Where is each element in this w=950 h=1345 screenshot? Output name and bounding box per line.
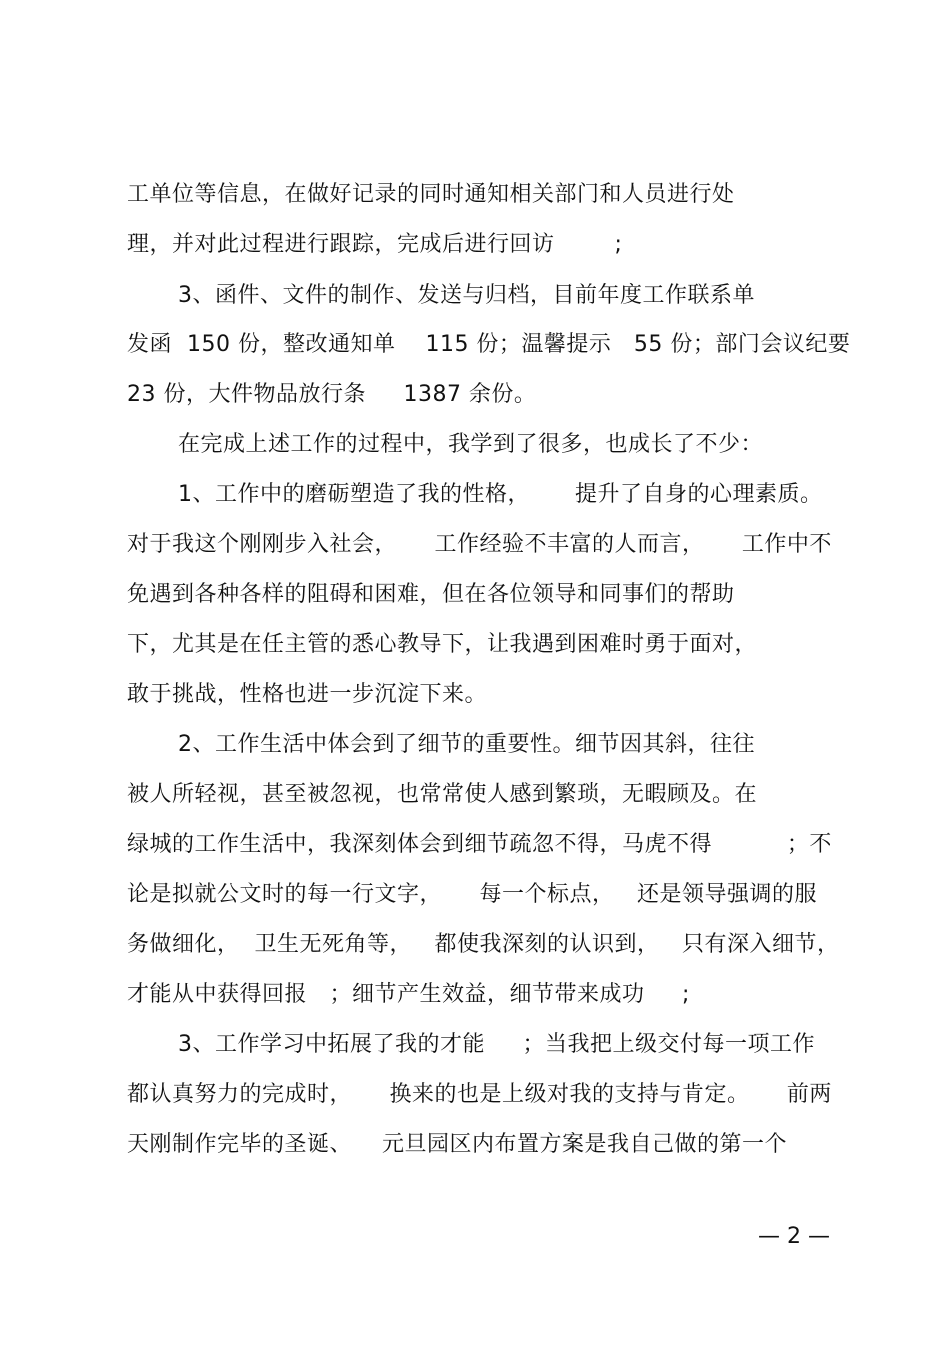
text-line: 1、工作中的磨砺塑造了我的性格， 提升了自身的心理素质。 <box>178 482 823 507</box>
text-line: 敢于挑战，性格也进一步沉淀下来。 <box>127 682 488 707</box>
text-line: 务做细化， 卫生无死角等， 都使我深刻的认识到， 只有深入细节， <box>127 932 840 957</box>
text-line: 3、函件、文件的制作、发送与归档，目前年度工作联系单 <box>178 283 755 308</box>
text-line: 都认真努力的完成时， 换来的也是上级对我的支持与肯定。 前两 <box>127 1082 832 1107</box>
text-line: 论是拟就公文时的每一行文字， 每一个标点， 还是领导强调的服 <box>127 882 817 907</box>
text-line: 被人所轻视，甚至被忽视，也常常使人感到繁琐，无暇顾及。在 <box>127 782 758 807</box>
text-line: 才能从中获得回报 ；细节产生效益，细节带来成功 ; <box>127 982 690 1007</box>
text-line: 免遇到各种各样的阻碍和困难，但在各位领导和同事们的帮助 <box>127 582 735 607</box>
text-line: 发函 150 份，整改通知单 115 份；温馨提示 55 份；部门会议纪要 <box>127 332 851 357</box>
text-line: 23 份，大件物品放行条 1387 余份。 <box>127 382 537 407</box>
text-line: 在完成上述工作的过程中，我学到了很多，也成长了不少： <box>178 432 764 457</box>
text-line: 工单位等信息，在做好记录的同时通知相关部门和人员进行处 <box>127 182 735 207</box>
text-line: 理，并对此过程进行跟踪，完成后进行回访 ; <box>127 232 623 257</box>
text-line: 3、工作学习中拓展了我的才能 ；当我把上级交付每一项工作 <box>178 1032 815 1057</box>
text-line: 绿城的工作生活中，我深刻体会到细节疏忽不得，马虎不得 ；不 <box>127 832 832 857</box>
text-line: 下，尤其是在任主管的悉心教导下，让我遇到困难时勇于面对， <box>127 632 758 657</box>
page-number: — 2 — <box>758 1224 830 1249</box>
text-line: 天刚制作完毕的圣诞、 元旦园区内布置方案是我自己做的第一个 <box>127 1132 787 1157</box>
text-line: 对于我这个刚刚步入社会， 工作经验不丰富的人而言， 工作中不 <box>127 532 832 557</box>
text-line: 2、工作生活中体会到了细节的重要性。细节因其斜，往往 <box>178 732 755 757</box>
